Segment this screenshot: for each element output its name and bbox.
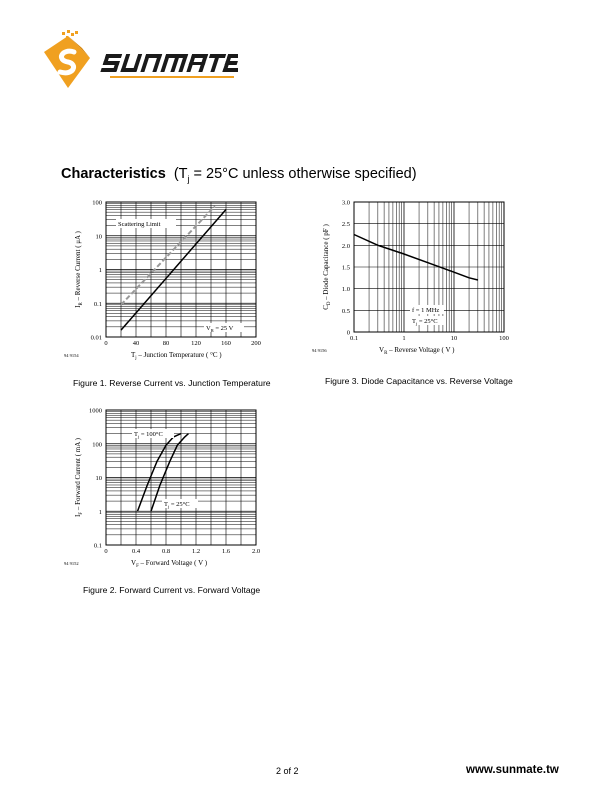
annotation-label: $T_j = 25^\circ C$ [164,501,190,509]
logo-text-hidden: SUNMATE [38,30,43,31]
x-tick-label: 40 [132,340,140,347]
figure2-caption: Figure 2. Forward Current vs. Forward Voltage [83,585,261,595]
y-tick-label: 10 [95,233,102,241]
x-tick-label: 0.4 [131,548,141,555]
y-tick-label: 0.5 [341,307,350,315]
x-axis-label: $V_R$ – Reverse Voltage ( V ) [379,346,455,356]
y-tick-label: 2.5 [341,221,350,229]
x-tick-label: 1.6 [221,548,231,555]
series-line-1 [354,235,478,281]
x-tick-label: 0.1 [349,335,359,342]
x-tick-label: 1 [402,335,406,342]
logo-wordmark [100,54,238,72]
figure2-chart [62,400,272,580]
x-tick-label: 80 [162,340,170,347]
y-tick-label: 0.01 [90,334,102,342]
annotation-label: $T_j = 25^\circ C$ [412,318,438,326]
y-tick-label: 1.5 [341,264,350,272]
x-tick-label: 2.0 [251,548,261,555]
y-tick-label: 0 [346,329,350,337]
figure3-chart [310,192,520,372]
x-tick-label: 0 [104,340,108,347]
y-tick-label: 1 [98,508,102,516]
annotation-label: $V_R = 25$ V [206,325,234,333]
website-url: www.sunmate.tw [466,764,559,776]
characteristics-heading [61,166,417,184]
annotation-label: Scattering Limit [118,221,161,228]
figure1-chart [62,192,272,372]
x-tick-label: 200 [251,340,261,347]
y-tick-label: 0.1 [93,300,102,308]
x-tick-label: 100 [499,335,509,342]
annotation-label: $T_j = 100^\circ C$ [134,431,163,439]
y-tick-label: 1.0 [341,286,350,294]
annotation-label: f = 1 MHz [412,307,440,314]
x-axis-label: $T_j$ – Junction Temperature ( °C ) [131,351,222,361]
figure-code: 94 9156 [312,348,327,353]
y-tick-label: 0.1 [93,542,102,550]
y-tick-label: 2.0 [341,242,350,250]
heading-cond-open: (T [173,166,188,182]
heading-title: Characteristics [61,166,166,182]
x-tick-label: 160 [221,340,231,347]
x-axis-label: $V_F$ – Forward Voltage ( V ) [131,559,208,569]
logo-underline [110,76,234,78]
page-number: 2 of 2 [276,766,299,776]
y-tick-label: 1000 [89,407,102,415]
sunmate-logo [38,30,238,94]
y-tick-label: 1 [98,267,102,274]
x-tick-label: 120 [191,340,201,347]
logo-emblem-icon [44,30,90,88]
x-tick-label: 0.8 [161,548,171,555]
x-tick-label: 0 [104,548,108,555]
y-tick-label: 10 [95,475,102,482]
x-tick-label: 10 [450,335,458,342]
figure1-caption: Figure 1. Reverse Current vs. Junction Temperature [73,378,271,388]
y-axis-label: $I_R$ – Reverse Current ( μA ) [74,231,84,308]
figure-code: 94 9154 [64,353,79,358]
y-axis-label: $C_D$ – Diode Capacitance ( pF ) [322,224,332,310]
heading-cond-sub: j [187,173,190,184]
y-tick-label: 100 [92,199,102,207]
y-axis-label: $I_F$ – Forward Current ( mA ) [74,438,84,517]
plot-grid [106,410,256,545]
figure3-caption: Figure 3. Diode Capacitance vs. Reverse Voltage [325,376,513,386]
y-tick-label: 100 [92,441,102,449]
heading-cond-rest: = 25°C unless otherwise specified) [189,166,417,182]
figure-code: 94 9152 [64,561,79,566]
y-tick-label: 3.0 [341,199,350,207]
x-tick-label: 1.2 [191,548,201,555]
